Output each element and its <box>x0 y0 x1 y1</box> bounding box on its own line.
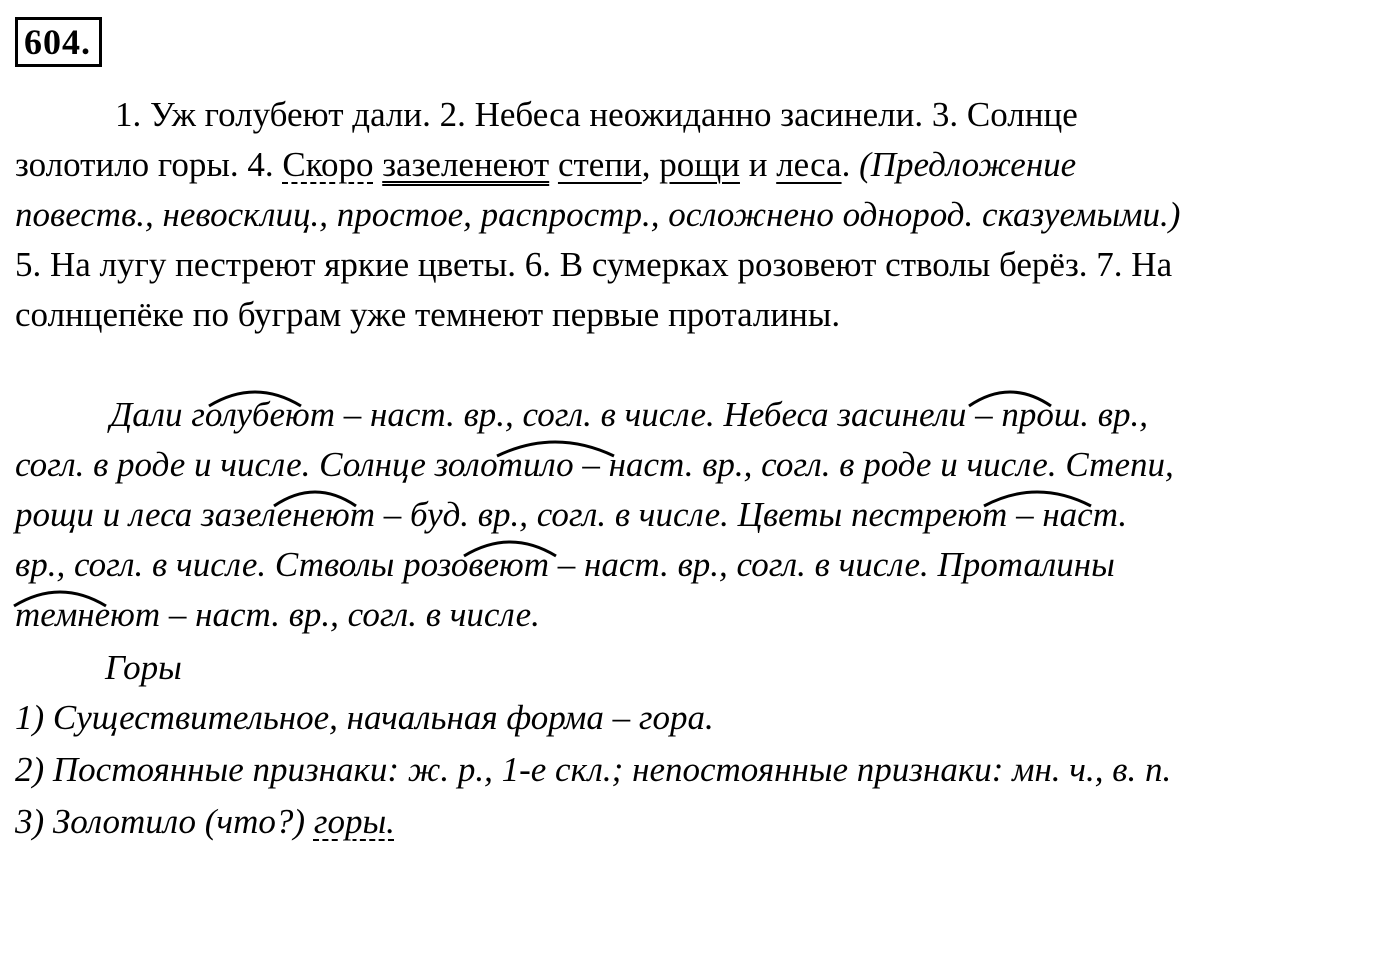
text-fragment: золотило горы. 4. <box>15 145 283 184</box>
analysis-heading: Горы <box>105 648 182 687</box>
text-line-2 <box>15 145 1076 185</box>
explanation-line-2: согл. в роде и числе. Солнце золотило – наст. вр., согл. в роде и числе. Степи, <box>15 445 1174 484</box>
explanation-line-4: вр., согл. в числе. Стволы розовеют – наст. вр., согл. в числе. Проталины <box>15 545 1115 584</box>
text-line-4: 5. На лугу пестреют яркие цветы. 6. В сумерках розовеют стволы берёз. 7. На <box>15 245 1173 284</box>
adverb-word: Скоро <box>282 145 374 184</box>
subject-word: леса <box>776 145 842 184</box>
conjunction: и <box>739 145 777 184</box>
period: . <box>841 145 851 184</box>
exercise-number: 604. <box>15 17 102 67</box>
analysis-item-1: 1) Существительное, начальная форма – гора. <box>15 698 714 737</box>
object-word: горы. <box>313 802 395 841</box>
analysis-item-3-text: 3) Золотило (что?) <box>15 802 314 841</box>
explanation-line-3: рощи и леса зазеленеют – буд. вр., согл. в числе. Цветы пестреют – наст. <box>15 495 1128 534</box>
text-line-1: 1. Уж голубеют дали. 2. Небеса неожиданно засинели. 3. Солнце <box>115 95 1078 134</box>
analysis-item-2: 2) Постоянные признаки: ж. р., 1-е скл.; непостоянные признаки: мн. ч., в. п. <box>15 750 1172 789</box>
explanation-line-5: темнеют – наст. вр., согл. в числе. <box>15 595 540 634</box>
subject-word: рощи <box>659 145 740 184</box>
text-line-3: повеств., невосклиц., простое, распростр., осложнено однород. сказуемыми.) <box>15 195 1181 234</box>
sentence-characteristic: (Предложение <box>850 145 1077 184</box>
text-line-5: солнцепёке по буграм уже темнеют первые проталины. <box>15 295 841 334</box>
predicate-word: зазеленеют <box>382 145 550 184</box>
analysis-item-3 <box>15 802 395 842</box>
comma: , <box>641 145 660 184</box>
subject-word: степи <box>557 145 642 184</box>
explanation-line-1: Дали голубеют – наст. вр., согл. в числе. Небеса засинели – прош. вр., <box>110 395 1148 434</box>
